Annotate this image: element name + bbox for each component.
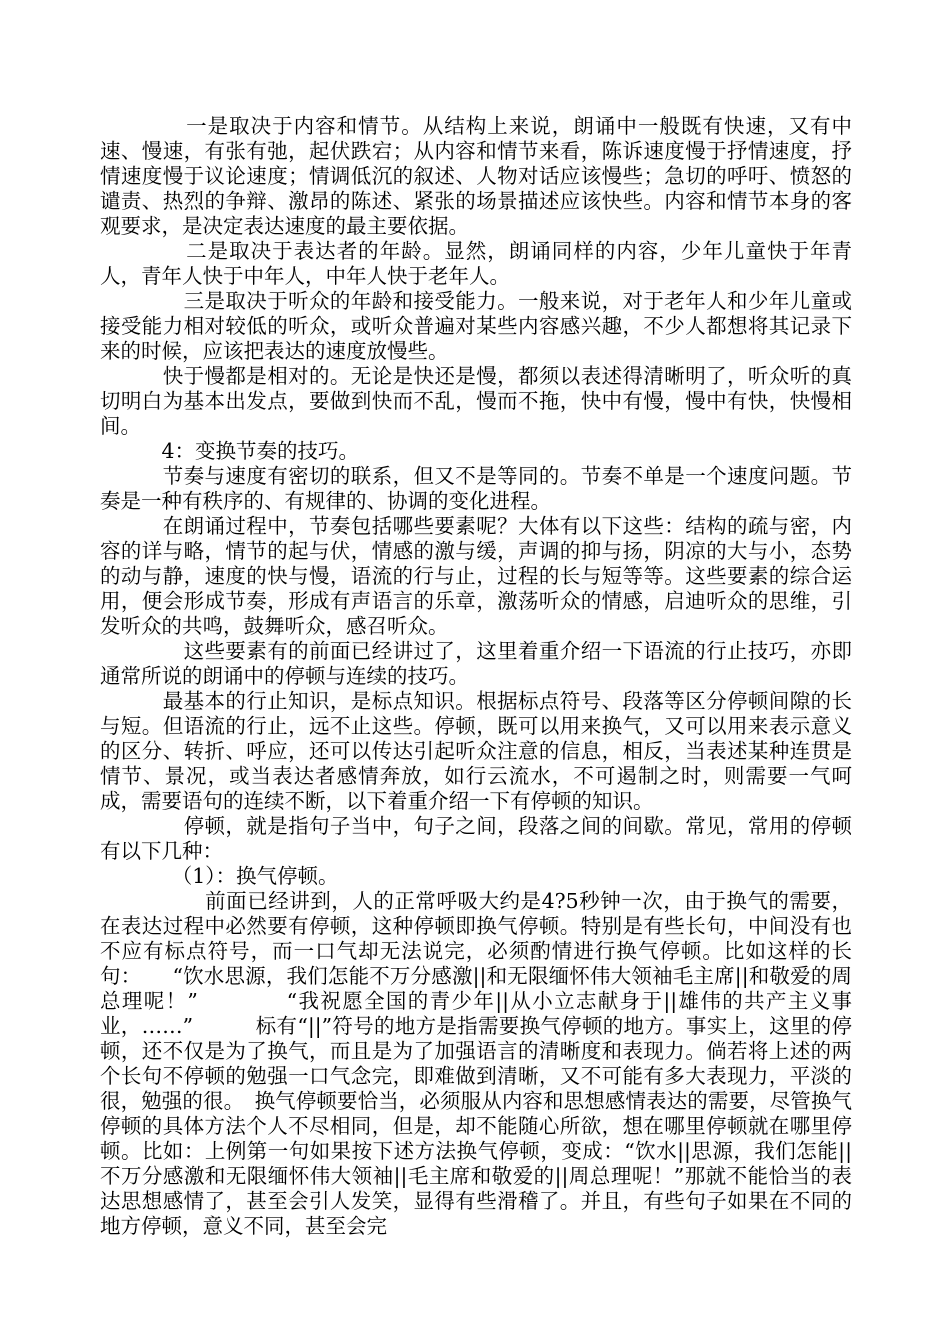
paragraph bbox=[100, 114, 852, 239]
paragraph-indent bbox=[100, 239, 186, 263]
paragraph-text: 三是取决于听众的年龄和接受能力。一般来说，对于老年人和少年儿童或接受能力相对较低的听众，或听众普遍对某些内容感兴趣，不少人都想将其记录下来的时候，应该把表达的速度放慢些。 bbox=[100, 289, 853, 363]
paragraph-indent bbox=[100, 464, 163, 488]
paragraph-text: 节奏与速度有密切的联系，但又不是等同的。节奏不单是一个速度问题。节奏是一种有秩序的、有规律的、协调的变化进程。 bbox=[100, 464, 853, 513]
paragraph bbox=[100, 364, 852, 439]
paragraph-indent bbox=[100, 439, 162, 463]
paragraph bbox=[100, 239, 852, 289]
paragraph bbox=[100, 464, 852, 514]
paragraph-text: 二是取决于表达者的年龄。显然，朗诵同样的内容，少年儿童快于年青人，青年人快于中年人，中年人快于老年人。 bbox=[100, 239, 853, 288]
paragraph-indent bbox=[100, 889, 205, 913]
paragraph-text: 这些要素有的前面已经讲过了，这里着重介绍一下语流的行止技巧，亦即通常所说的朗诵中的停顿与连续的技巧。 bbox=[100, 639, 853, 688]
paragraph-indent bbox=[100, 289, 184, 313]
paragraph bbox=[100, 639, 852, 689]
paragraph-text: 在朗诵过程中，节奏包括哪些要素呢？大体有以下这些：结构的疏与密，内容的详与略，情节的起与伏，情感的激与缓，声调的抑与扬，阴凉的大与小，态势的动与静，速度的快与慢，语流的行与止，过程的长与短等等。这些要素的综合运用，便会形成节奏，形成有声语言的乐章，激荡听众的情感，启迪听众的思维，引发听众的共鸣，鼓舞听众，感召听众。 bbox=[100, 514, 853, 638]
paragraph-text: 前面已经讲到，人的正常呼吸大约是4?5秒钟一次，由于换气的需要，在表达过程中必然要有停顿，这种停顿即换气停顿。特别是有些长句，中间没有也不应有标点符号，而一口气却无法说完，必须酌情进行换气停顿。比如这样的长句： “饮水思源，我们怎能不万分感激||和无限缅怀伟大领袖毛主席||和敬爱的周总理呢！” “我祝愿全国的青少年||从小立志献身于||雄伟的共产主义事业，……” 标有“||”符号的地方是指需要换气停顿的地方。事实上，这里的停顿，还不仅是为了换气，而且是为了加强语言的清晰度和表现力。倘若将上述的两个长句不停顿的勉强一口气念完，即难做到清晰，又不可能有多大表现力，平淡的很，勉强的很。 换气停顿要恰当，必须服从内容和思想感情表达的需要，尽管换气停顿的具体方法个人不尽相同，但是，却不能随心所欲，想在哪里停顿就在哪里停顿。比如：上例第一句如果按下述方法换气停顿，变成：“饮水||思源，我们怎能||不万分感激和无限缅怀伟大领袖||毛主席和敬爱的||周总理呢！”那就不能恰当的表达思想感情了，甚至会引人发笑，显得有些滑稽了。并且，有些句子如果在不同的地方停顿，意义不同，甚至会完 bbox=[100, 889, 853, 1238]
subsection-heading bbox=[100, 864, 852, 889]
paragraph bbox=[100, 514, 852, 639]
paragraph-indent bbox=[100, 639, 184, 663]
paragraph-indent bbox=[100, 514, 163, 538]
paragraph-indent bbox=[100, 814, 184, 838]
paragraph bbox=[100, 689, 852, 814]
paragraph-indent bbox=[100, 864, 182, 888]
paragraph bbox=[100, 289, 852, 364]
paragraph-text: 停顿，就是指句子当中，句子之间，段落之间的间歇。常见，常用的停顿有以下几种： bbox=[100, 814, 853, 863]
paragraph-text: 快于慢都是相对的。无论是快还是慢，都须以表述得清晰明了，听众听的真切明白为基本出发点，要做到快而不乱，慢而不拖，快中有慢，慢中有快，快慢相间。 bbox=[100, 364, 853, 438]
paragraph-text: （1）：换气停顿。 bbox=[182, 864, 339, 888]
paragraph bbox=[100, 814, 852, 864]
paragraph-text: 一是取决于内容和情节。从结构上来说，朗诵中一般既有快速，又有中速、慢速，有张有弛，起伏跌宕；从内容和情节来看，陈诉速度慢于抒情速度，抒情速度慢于议论速度；情调低沉的叙述、人物对话应该慢些；急切的呼吁、愤怒的谴责、热烈的争辩、激昂的陈述、紧张的场景描述应该快些。内容和情节本身的客观要求，是决定表达速度的最主要依据。 bbox=[100, 114, 853, 238]
paragraph-indent bbox=[100, 689, 163, 713]
paragraph-text: 4：变换节奏的技巧。 bbox=[161, 439, 360, 463]
paragraph-indent bbox=[100, 114, 186, 138]
section-heading bbox=[100, 439, 852, 464]
document-page bbox=[100, 114, 852, 1239]
paragraph bbox=[100, 889, 852, 1239]
paragraph-text: 最基本的行止知识，是标点知识。根据标点符号、段落等区分停顿间隙的长与短。但语流的行止，远不止这些。停顿，既可以用来换气，又可以用来表示意义的区分、转折、呼应，还可以传达引起听众注意的信息，相反，当表述某种连贯是情节、景况，或当表达者感情奔放，如行云流水，不可遏制之时，则需要一气呵成，需要语句的连续不断，以下着重介绍一下有停顿的知识。 bbox=[100, 689, 853, 813]
paragraph-indent bbox=[100, 364, 163, 388]
